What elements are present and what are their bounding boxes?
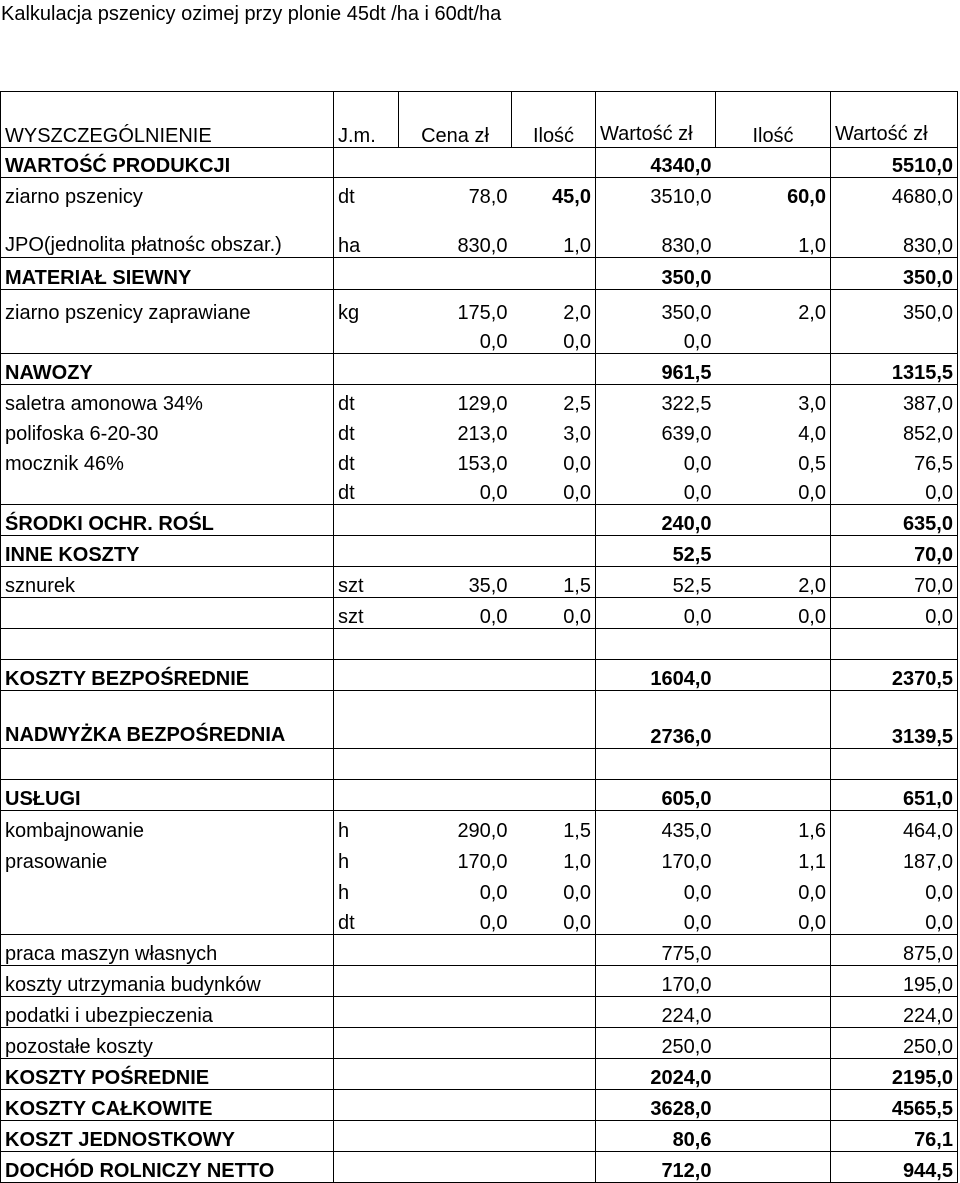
cell-qty2 — [716, 258, 831, 290]
cell-unit — [334, 691, 399, 749]
cell-qty1 — [512, 966, 596, 997]
cell-value1: 52,5 — [596, 567, 716, 598]
cell-value2: 0,0 — [831, 598, 958, 629]
cell-price — [399, 780, 512, 811]
cell-description: KOSZTY POŚREDNIE — [1, 1059, 334, 1090]
cell-unit: dt — [334, 475, 399, 505]
cell-price: 170,0 — [457, 850, 508, 873]
header-col-qty2: Ilość — [716, 92, 831, 148]
cell-unit: h — [334, 842, 399, 873]
cell-unit: dt — [334, 415, 399, 445]
header-col-description: WYSZCZEGÓLNIENIE — [1, 92, 334, 148]
cell-qty1 — [512, 1028, 596, 1059]
cell-unit: ha — [334, 208, 399, 258]
cell-value2: 350,0 — [831, 290, 958, 324]
table-row — [1, 536, 958, 567]
cell-unit — [334, 629, 399, 660]
cell-qty2 — [716, 536, 831, 567]
cell-value2: 0,0 — [831, 904, 958, 935]
cell-value2 — [831, 629, 958, 660]
cell-qty1: 0,0 — [563, 331, 591, 353]
cell-qty2 — [716, 629, 831, 660]
cell-value1: 4340,0 — [596, 148, 716, 178]
cell-qty1 — [512, 749, 596, 780]
cell-qty1: 0,0 — [512, 598, 596, 629]
cell-qty2: 0,0 — [716, 598, 831, 629]
cell-price — [399, 1090, 512, 1121]
cell-description — [1, 629, 334, 660]
cell-value1: 322,5 — [596, 385, 716, 415]
cell-qty1 — [512, 691, 596, 749]
cell-value1: 830,0 — [596, 208, 716, 258]
cell-description: saletra amonowa 34% — [1, 385, 334, 415]
cell-qty2 — [716, 780, 831, 811]
cell-value2: 195,0 — [831, 966, 958, 997]
cell-qty1 — [512, 629, 596, 660]
cell-qty2 — [716, 749, 831, 780]
cell-qty1 — [512, 997, 596, 1028]
cell-description: ziarno pszenicy — [1, 178, 334, 208]
cell-value2: 464,0 — [831, 811, 958, 842]
cell-qty2: 2,0 — [716, 290, 831, 324]
cell-value1: 80,6 — [596, 1121, 716, 1152]
cell-description: podatki i ubezpieczenia — [1, 997, 334, 1028]
cell-unit — [334, 997, 399, 1028]
cell-qty1: 0,0 — [563, 881, 591, 904]
table-row — [1, 660, 958, 691]
table-row — [1, 691, 958, 749]
cell-description: pozostałe koszty — [1, 1028, 334, 1059]
table-row — [1, 1152, 958, 1183]
cell-value1: 52,5 — [596, 536, 716, 567]
cell-unit — [334, 935, 399, 966]
cell-price: 0,0 — [479, 912, 508, 934]
cell-value2: 350,0 — [831, 258, 958, 290]
cell-value1: 350,0 — [596, 258, 716, 290]
cell-unit — [334, 354, 399, 385]
cell-qty2 — [716, 1090, 831, 1121]
cell-qty2: 4,0 — [798, 422, 826, 445]
cell-qty1: 45,0 — [512, 178, 596, 208]
cell-value2: 187,0 — [831, 842, 958, 873]
cell-unit: dt — [334, 385, 399, 415]
cell-value1: 0,0 — [596, 475, 716, 505]
cell-description: NAWOZY — [1, 354, 334, 385]
cell-qty2 — [716, 1121, 831, 1152]
cell-description: WARTOŚĆ PRODUKCJI — [1, 148, 334, 178]
cell-qty1 — [512, 660, 596, 691]
cell-description: praca maszyn własnych — [1, 935, 334, 966]
cell-value1: 0,0 — [596, 445, 716, 475]
table-row — [1, 629, 958, 660]
table-row — [1, 208, 958, 258]
cell-description: ziarno pszenicy zaprawiane — [1, 290, 334, 324]
cell-price — [399, 1152, 512, 1183]
cell-price — [399, 258, 512, 290]
cell-value2: 635,0 — [831, 505, 958, 536]
table-row — [1, 475, 958, 505]
cell-price — [399, 1028, 512, 1059]
cell-price — [399, 935, 512, 966]
cell-price: 153,0 — [457, 452, 508, 475]
cell-description: kombajnowanie — [1, 811, 334, 842]
cell-value2: 5510,0 — [831, 148, 958, 178]
cell-value2: 76,1 — [831, 1121, 958, 1152]
cell-value2: 70,0 — [831, 567, 958, 598]
cell-description — [1, 904, 334, 935]
table-row — [1, 935, 958, 966]
cell-description: ŚRODKI OCHR. ROŚL — [1, 505, 334, 536]
cell-qty2 — [716, 505, 831, 536]
header-col-price: Cena zł — [399, 92, 512, 148]
cell-value2: 250,0 — [831, 1028, 958, 1059]
cell-qty1: 1,0 — [563, 235, 591, 257]
header-col-value1: Wartość zł — [596, 92, 716, 148]
cell-unit — [334, 536, 399, 567]
cell-description: USŁUGI — [1, 780, 334, 811]
table-row — [1, 178, 958, 208]
cell-qty1 — [512, 1152, 596, 1183]
cell-qty2 — [716, 148, 831, 178]
cell-price: 213,0 — [457, 422, 508, 445]
cell-unit: h — [334, 873, 399, 904]
cell-value2: 224,0 — [831, 997, 958, 1028]
cell-value1: 250,0 — [596, 1028, 716, 1059]
cell-value2: 651,0 — [831, 780, 958, 811]
cell-qty1 — [512, 1121, 596, 1152]
cell-price: 0,0 — [479, 482, 508, 504]
cell-price: 129,0 — [399, 385, 512, 415]
cell-unit — [334, 780, 399, 811]
cell-description: polifoska 6-20-30 — [1, 415, 334, 445]
cell-qty1: 1,5 — [512, 811, 596, 842]
cell-description — [1, 324, 334, 354]
cell-qty1: 0,0 — [563, 452, 591, 475]
table-row — [1, 445, 958, 475]
cell-value2: 3139,5 — [831, 691, 958, 749]
cell-qty1: 1,0 — [563, 850, 591, 873]
cell-price — [399, 629, 512, 660]
cell-price — [399, 749, 512, 780]
cell-qty1: 2,5 — [512, 385, 596, 415]
cell-qty2 — [716, 691, 831, 749]
table-row — [1, 842, 958, 873]
cell-price — [399, 1121, 512, 1152]
cell-price: 0,0 — [479, 331, 508, 353]
cell-price: 35,0 — [399, 567, 512, 598]
cell-value1: 712,0 — [596, 1152, 716, 1183]
cell-value1: 0,0 — [596, 324, 716, 354]
cell-qty1 — [512, 258, 596, 290]
cell-qty2: 1,1 — [798, 850, 826, 873]
cell-qty2: 0,5 — [798, 452, 826, 475]
cell-qty1 — [512, 1059, 596, 1090]
cell-value1: 1604,0 — [596, 660, 716, 691]
cell-price — [399, 536, 512, 567]
table-row — [1, 811, 958, 842]
cell-description — [1, 598, 334, 629]
cell-qty2 — [716, 997, 831, 1028]
table-row — [1, 873, 958, 904]
cell-description: MATERIAŁ SIEWNY — [1, 258, 334, 290]
cell-value1: 350,0 — [596, 290, 716, 324]
cell-value2: 2370,5 — [831, 660, 958, 691]
cell-value1 — [596, 629, 716, 660]
cell-description: INNE KOSZTY — [1, 536, 334, 567]
cell-qty2 — [716, 1152, 831, 1183]
cell-value2: 0,0 — [831, 873, 958, 904]
cell-unit — [334, 148, 399, 178]
cell-description: mocznik 46% — [1, 445, 334, 475]
cell-qty1: 2,0 — [512, 290, 596, 324]
cell-unit — [334, 258, 399, 290]
header-col-unit: J.m. — [334, 92, 399, 148]
cell-value2: 875,0 — [831, 935, 958, 966]
cell-description: prasowanie — [1, 842, 334, 873]
header-col-qty1: Ilość — [512, 92, 596, 148]
cell-price — [399, 1059, 512, 1090]
table-row — [1, 148, 958, 178]
cell-description — [1, 873, 334, 904]
cell-unit — [334, 1121, 399, 1152]
cell-value2: 76,5 — [831, 445, 958, 475]
cell-unit: dt — [334, 904, 399, 935]
cell-value1: 3510,0 — [596, 178, 716, 208]
cell-price: 78,0 — [399, 178, 512, 208]
cell-qty1 — [512, 935, 596, 966]
table-row — [1, 598, 958, 629]
cell-value2: 944,5 — [831, 1152, 958, 1183]
cell-qty2 — [716, 935, 831, 966]
cell-description: KOSZT JEDNOSTKOWY — [1, 1121, 334, 1152]
cell-value1: 0,0 — [596, 904, 716, 935]
table-row — [1, 1090, 958, 1121]
table-row — [1, 997, 958, 1028]
cell-unit — [334, 966, 399, 997]
cell-unit: szt — [334, 598, 399, 629]
cell-value2: 852,0 — [831, 415, 958, 445]
cell-description: koszty utrzymania budynków — [1, 966, 334, 997]
cell-price — [399, 505, 512, 536]
cell-price — [399, 966, 512, 997]
cell-qty1: 3,0 — [563, 422, 591, 445]
cell-description: sznurek — [1, 567, 334, 598]
cell-qty2 — [716, 1059, 831, 1090]
cell-description: NADWYŻKA BEZPOŚREDNIA — [1, 691, 334, 749]
cell-qty1 — [512, 354, 596, 385]
cell-price — [399, 354, 512, 385]
cell-qty2 — [716, 324, 831, 354]
page-title: Kalkulacja pszenicy ozimej przy plonie 45dt /ha i 60dt/ha — [1, 3, 502, 25]
cell-value2 — [831, 324, 958, 354]
cell-value2: 1315,5 — [831, 354, 958, 385]
cell-value2 — [831, 749, 958, 780]
cell-description: KOSZTY BEZPOŚREDNIE — [1, 660, 334, 691]
cell-qty2: 2,0 — [716, 567, 831, 598]
cell-qty1: 1,5 — [512, 567, 596, 598]
cell-qty2: 0,0 — [798, 881, 826, 904]
cell-price — [399, 691, 512, 749]
cell-value1: 435,0 — [596, 811, 716, 842]
cell-value1: 224,0 — [596, 997, 716, 1028]
cell-qty2 — [716, 966, 831, 997]
table-row — [1, 1059, 958, 1090]
cell-price: 830,0 — [457, 235, 508, 257]
cell-qty1: 0,0 — [563, 912, 591, 934]
table-row — [1, 505, 958, 536]
cell-unit: h — [334, 811, 399, 842]
cell-value1: 639,0 — [596, 415, 716, 445]
cell-value1: 0,0 — [596, 598, 716, 629]
cell-value1: 170,0 — [596, 966, 716, 997]
table-row — [1, 354, 958, 385]
cell-unit: kg — [334, 290, 399, 324]
cell-unit — [334, 324, 399, 354]
cell-unit — [334, 1028, 399, 1059]
cell-price — [399, 997, 512, 1028]
cell-description: KOSZTY CAŁKOWITE — [1, 1090, 334, 1121]
table-row — [1, 749, 958, 780]
cell-description: DOCHÓD ROLNICZY NETTO — [1, 1152, 334, 1183]
cell-unit: dt — [334, 445, 399, 475]
cell-value2: 2195,0 — [831, 1059, 958, 1090]
cell-value1: 605,0 — [596, 780, 716, 811]
table-row — [1, 567, 958, 598]
cell-value2: 830,0 — [831, 208, 958, 258]
cell-qty2: 1,6 — [716, 811, 831, 842]
cell-unit — [334, 1090, 399, 1121]
cell-value1 — [596, 749, 716, 780]
cell-value2: 387,0 — [831, 385, 958, 415]
cell-price — [399, 148, 512, 178]
cell-value1: 961,5 — [596, 354, 716, 385]
cell-value1: 775,0 — [596, 935, 716, 966]
cell-price: 0,0 — [399, 598, 512, 629]
table-row — [1, 966, 958, 997]
table-row — [1, 1121, 958, 1152]
table-row — [1, 780, 958, 811]
cell-qty1 — [512, 1090, 596, 1121]
cell-qty1 — [512, 148, 596, 178]
calculation-table — [0, 91, 958, 1183]
cell-qty2: 60,0 — [716, 178, 831, 208]
table-row — [1, 258, 958, 290]
cell-value1: 0,0 — [596, 873, 716, 904]
cell-qty1 — [512, 505, 596, 536]
cell-unit: dt — [334, 178, 399, 208]
cell-value2: 70,0 — [831, 536, 958, 567]
table-row — [1, 415, 958, 445]
table-row — [1, 385, 958, 415]
cell-unit — [334, 749, 399, 780]
cell-price: 290,0 — [399, 811, 512, 842]
cell-price — [399, 660, 512, 691]
cell-unit: szt — [334, 567, 399, 598]
cell-price: 0,0 — [479, 881, 508, 904]
cell-value2: 4680,0 — [831, 178, 958, 208]
cell-unit — [334, 505, 399, 536]
cell-qty2: 1,0 — [798, 235, 826, 257]
cell-unit — [334, 1059, 399, 1090]
header-col-value2: Wartość zł — [831, 92, 958, 148]
cell-qty1: 0,0 — [563, 482, 591, 504]
table-row — [1, 904, 958, 935]
cell-unit — [334, 1152, 399, 1183]
cell-value2: 0,0 — [831, 475, 958, 505]
cell-qty2: 3,0 — [716, 385, 831, 415]
cell-qty2 — [716, 660, 831, 691]
cell-price: 175,0 — [399, 290, 512, 324]
cell-value1: 170,0 — [596, 842, 716, 873]
cell-description — [1, 475, 334, 505]
table-row — [1, 324, 958, 354]
cell-value1: 240,0 — [596, 505, 716, 536]
table-row — [1, 1028, 958, 1059]
cell-qty2: 0,0 — [798, 912, 826, 934]
cell-qty2 — [716, 354, 831, 385]
cell-unit — [334, 660, 399, 691]
cell-description: JPO(jednolita płatnośc obszar.) — [1, 208, 334, 258]
header-row — [1, 92, 958, 148]
cell-qty2: 0,0 — [798, 482, 826, 504]
cell-value2: 4565,5 — [831, 1090, 958, 1121]
cell-qty2 — [716, 1028, 831, 1059]
cell-qty1 — [512, 536, 596, 567]
cell-qty1 — [512, 780, 596, 811]
cell-description — [1, 749, 334, 780]
cell-value1: 2024,0 — [596, 1059, 716, 1090]
cell-value1: 3628,0 — [596, 1090, 716, 1121]
cell-value1: 2736,0 — [596, 691, 716, 749]
table-row — [1, 290, 958, 324]
